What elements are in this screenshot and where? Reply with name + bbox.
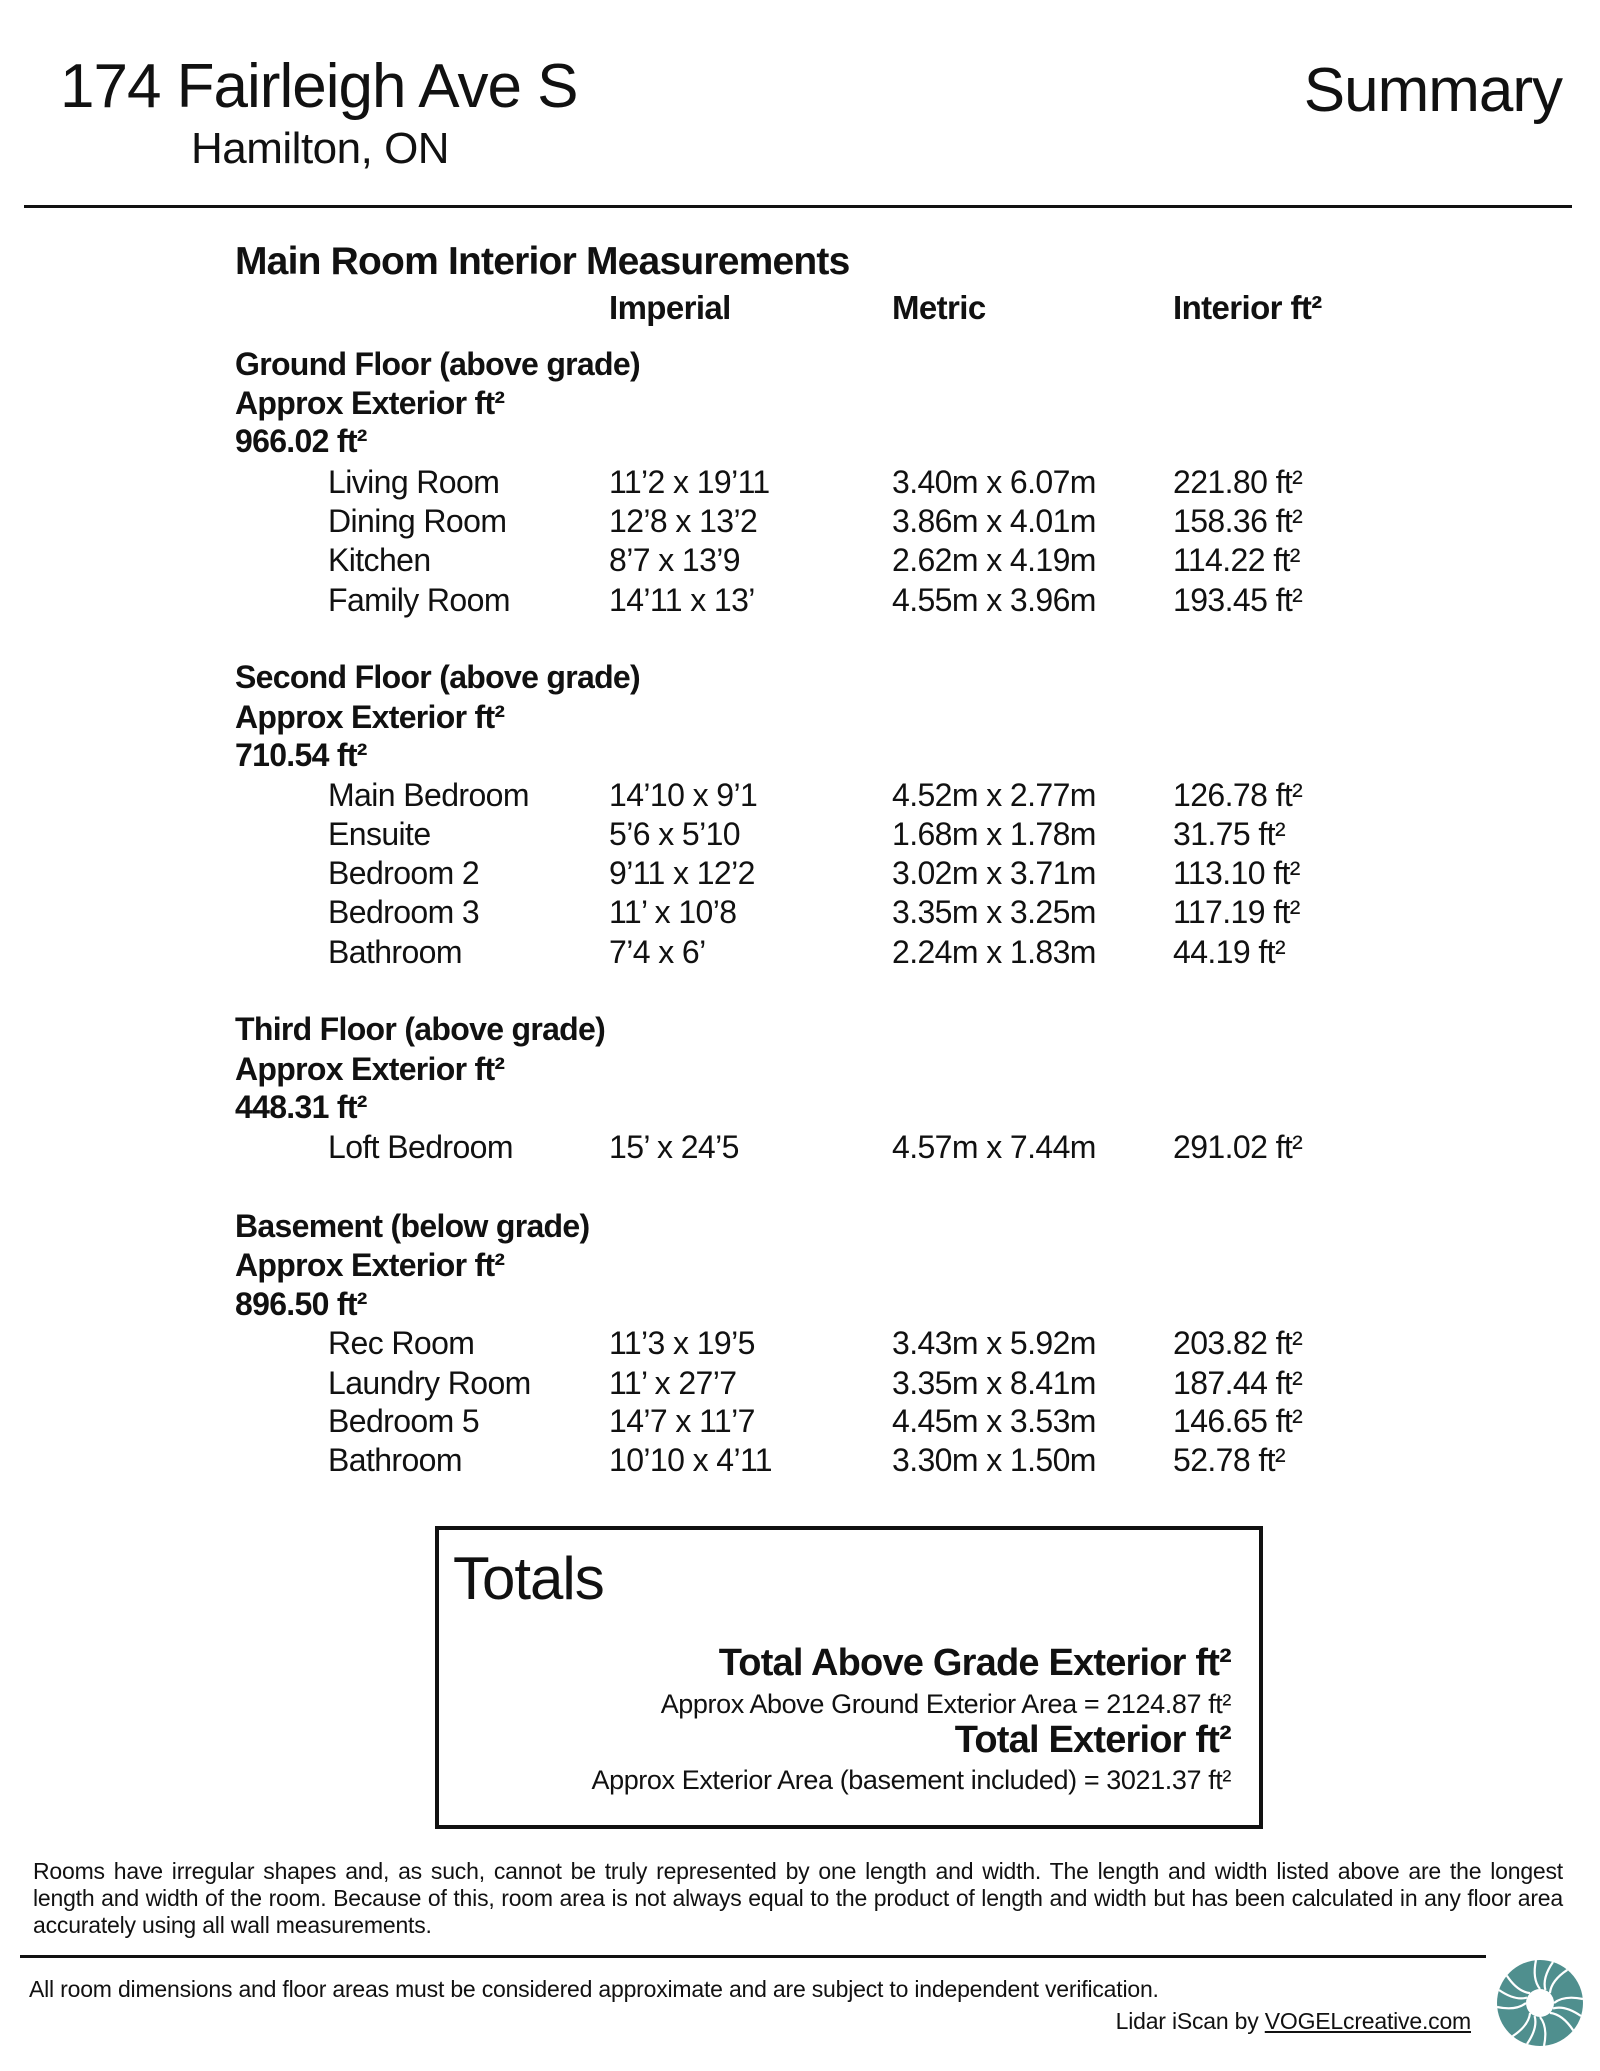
room-area: 193.45 ft² bbox=[1173, 582, 1303, 618]
floor-name: Second Floor (above grade) bbox=[235, 659, 640, 695]
aperture-logo-icon bbox=[1495, 1958, 1585, 2048]
room-area: 187.44 ft² bbox=[1173, 1365, 1303, 1401]
room-metric: 3.30m x 1.50m bbox=[892, 1442, 1096, 1478]
disclaimer-text: Rooms have irregular shapes and, as such, cannot be truly represented by one length and width. The length and width listed above are the longest length and width of the room. Because of this, room area is not always equal to the product of length and width but has been calculated in any floor area accurately using all wall measurements. bbox=[33, 1858, 1563, 1938]
room-metric: 3.02m x 3.71m bbox=[892, 855, 1096, 891]
floor-exterior-area: 966.02 ft² bbox=[235, 423, 367, 459]
property-city: Hamilton, ON bbox=[191, 124, 450, 173]
room-name: Bedroom 3 bbox=[328, 894, 480, 930]
room-imperial: 14’7 x 11’7 bbox=[609, 1403, 755, 1439]
column-header-imperial: Imperial bbox=[609, 289, 731, 326]
room-area: 114.22 ft² bbox=[1173, 542, 1300, 578]
floor-exterior-area: 448.31 ft² bbox=[235, 1089, 367, 1125]
room-metric: 3.35m x 3.25m bbox=[892, 894, 1096, 930]
room-name: Loft Bedroom bbox=[328, 1129, 513, 1165]
room-imperial: 7’4 x 6’ bbox=[609, 934, 706, 970]
room-imperial: 11’2 x 19’11 bbox=[609, 464, 770, 500]
room-imperial: 10’10 x 4’11 bbox=[609, 1442, 773, 1478]
room-area: 291.02 ft² bbox=[1173, 1129, 1303, 1165]
room-metric: 4.52m x 2.77m bbox=[892, 777, 1096, 813]
floor-exterior-label: Approx Exterior ft² bbox=[235, 385, 505, 421]
room-metric: 1.68m x 1.78m bbox=[892, 816, 1096, 852]
room-imperial: 15’ x 24’5 bbox=[609, 1129, 739, 1165]
property-address: 174 Fairleigh Ave S bbox=[60, 52, 578, 121]
room-imperial: 12’8 x 13’2 bbox=[609, 503, 758, 539]
room-area: 203.82 ft² bbox=[1173, 1325, 1303, 1361]
room-area: 117.19 ft² bbox=[1173, 894, 1300, 930]
total-above-grade-heading: Total Above Grade Exterior ft² bbox=[718, 1642, 1231, 1684]
room-area: 52.78 ft² bbox=[1173, 1442, 1286, 1478]
room-area: 146.65 ft² bbox=[1173, 1403, 1303, 1439]
room-area: 126.78 ft² bbox=[1173, 777, 1303, 813]
header-divider bbox=[24, 205, 1572, 208]
room-name: Bedroom 2 bbox=[328, 855, 480, 891]
column-header-metric: Metric bbox=[892, 289, 986, 326]
floor-exterior-label: Approx Exterior ft² bbox=[235, 1247, 505, 1283]
room-metric: 2.24m x 1.83m bbox=[892, 934, 1096, 970]
room-name: Ensuite bbox=[328, 816, 431, 852]
room-metric: 3.40m x 6.07m bbox=[892, 464, 1096, 500]
room-metric: 4.55m x 3.96m bbox=[892, 582, 1096, 618]
room-imperial: 11’ x 10’8 bbox=[609, 894, 737, 930]
floor-name: Basement (below grade) bbox=[235, 1208, 590, 1244]
room-name: Laundry Room bbox=[328, 1365, 531, 1401]
room-metric: 4.45m x 3.53m bbox=[892, 1403, 1096, 1439]
room-name: Family Room bbox=[328, 582, 510, 618]
floor-name: Ground Floor (above grade) bbox=[235, 346, 640, 382]
room-area: 221.80 ft² bbox=[1173, 464, 1303, 500]
total-exterior-heading: Total Exterior ft² bbox=[954, 1719, 1231, 1761]
room-imperial: 9’11 x 12’2 bbox=[609, 855, 755, 891]
room-area: 113.10 ft² bbox=[1173, 855, 1300, 891]
footer-divider bbox=[20, 1955, 1486, 1958]
room-imperial: 11’ x 27’7 bbox=[609, 1365, 737, 1401]
approximate-note: All room dimensions and floor areas must be considered approximate and are subject to independent verification. bbox=[29, 1976, 1159, 2002]
measurements-heading: Main Room Interior Measurements bbox=[235, 240, 850, 283]
room-metric: 3.86m x 4.01m bbox=[892, 503, 1096, 539]
floor-exterior-area: 710.54 ft² bbox=[235, 737, 367, 773]
room-name: Bathroom bbox=[328, 1442, 462, 1478]
room-imperial: 11’3 x 19’5 bbox=[609, 1325, 755, 1361]
room-name: Bedroom 5 bbox=[328, 1403, 480, 1439]
room-name: Bathroom bbox=[328, 934, 462, 970]
total-exterior-value: Approx Exterior Area (basement included) = 3021.37 ft² bbox=[591, 1765, 1231, 1795]
room-imperial: 14’11 x 13’ bbox=[609, 582, 755, 618]
room-metric: 3.35m x 8.41m bbox=[892, 1365, 1096, 1401]
floor-name: Third Floor (above grade) bbox=[235, 1011, 606, 1047]
page-title: Summary bbox=[1303, 56, 1562, 125]
totals-heading: Totals bbox=[453, 1545, 604, 1612]
credit-prefix: Lidar iScan by bbox=[1115, 2008, 1265, 2034]
credit-line bbox=[1116, 2006, 1471, 2036]
room-metric: 4.57m x 7.44m bbox=[892, 1129, 1096, 1165]
room-imperial: 14’10 x 9’1 bbox=[609, 777, 758, 813]
room-name: Living Room bbox=[328, 464, 500, 500]
room-imperial: 8’7 x 13’9 bbox=[609, 542, 740, 578]
room-name: Dining Room bbox=[328, 503, 507, 539]
room-name: Main Bedroom bbox=[328, 777, 529, 813]
room-area: 31.75 ft² bbox=[1173, 816, 1286, 852]
total-above-grade-value: Approx Above Ground Exterior Area = 2124.87 ft² bbox=[660, 1689, 1231, 1719]
column-header-interior: Interior ft² bbox=[1173, 289, 1322, 326]
vogelcreative-link[interactable]: VOGELcreative.com bbox=[1264, 2008, 1471, 2034]
totals-box bbox=[435, 1526, 1263, 1829]
room-metric: 2.62m x 4.19m bbox=[892, 542, 1096, 578]
floor-exterior-label: Approx Exterior ft² bbox=[235, 1051, 505, 1087]
room-area: 44.19 ft² bbox=[1173, 934, 1286, 970]
room-area: 158.36 ft² bbox=[1173, 503, 1303, 539]
room-name: Kitchen bbox=[328, 542, 431, 578]
room-name: Rec Room bbox=[328, 1325, 475, 1361]
room-metric: 3.43m x 5.92m bbox=[892, 1325, 1096, 1361]
floor-exterior-area: 896.50 ft² bbox=[235, 1286, 367, 1322]
room-imperial: 5’6 x 5’10 bbox=[609, 816, 740, 852]
floor-exterior-label: Approx Exterior ft² bbox=[235, 699, 505, 735]
